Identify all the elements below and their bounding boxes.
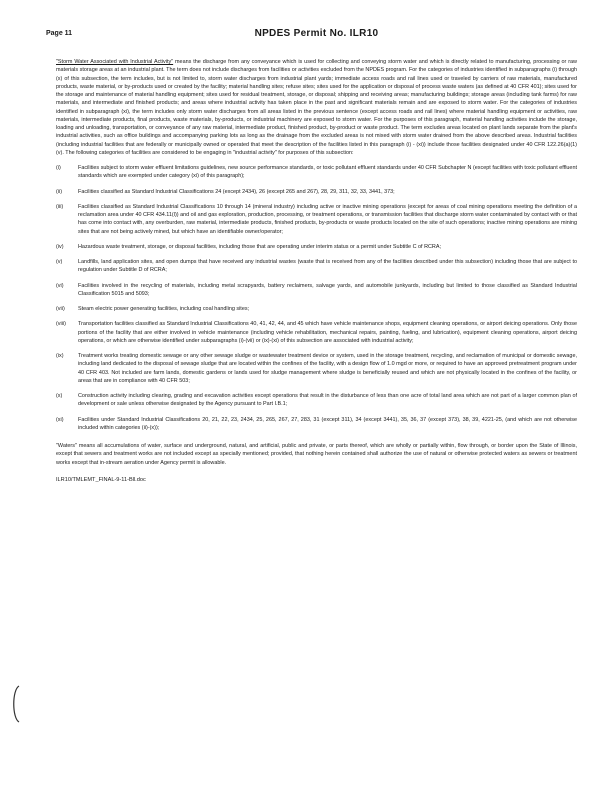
category-list <box>56 164 577 432</box>
list-item-text: Landfills, land application sites, and open dumps that have received any industrial wastes (waste that is received from any of the facilities described under this subsection) including those that are subject to regulation under Subtitle D of RCRA; <box>78 259 577 274</box>
list-item <box>56 258 577 275</box>
list-item-number: (ii) <box>56 188 63 195</box>
definition-paragraph <box>56 58 577 157</box>
list-item-number: (x) <box>56 393 63 399</box>
list-item-number: (vii) <box>56 306 65 312</box>
list-item <box>56 188 577 196</box>
document-file-code: ILR10/TMLEMT_FINAL-9-11-Bll.doc <box>56 476 146 483</box>
list-item <box>56 320 577 345</box>
list-item-text: Facilities under Standard Industrial Classifications 20, 21, 22, 23, 2434, 25, 265, 267, 27, 283, 31 (except 311), 34 (except 3441), 35, 36, 37 (except 373), 38, 39, 4221-25, (and which are not otherwise included within categories (ii)-(x)); <box>78 416 577 431</box>
list-item <box>56 282 577 299</box>
list-item <box>56 243 577 251</box>
list-item-number: (ix) <box>56 353 64 359</box>
page-header <box>46 28 577 44</box>
definition-text: means the discharge from any conveyance which is used for collecting and conveying storm water and which is directly related to manufacturing, processing or raw materials storage areas at an industrial plant. The term does not include discharges from facilities or activities excluded from the NPDES program. For the categories of industries identified in subparagraphs (i) through (x) of this subsection, the term includes, but is not limited to, storm water discharges from industrial plant yards; immediate access roads and rail lines used or traveled by carriers of raw materials, manufactured products, waste material, or by-products used or created by the facility; material handling sites; refuse sites; sites used for the application or disposal of process waste waters (as defined at 40 CFR 401); sites used for the storage and maintenance of material handling equipment; sites used for residual treatment, storage, or disposal; shipping and receiving areas; manufacturing buildings; storage areas (including tank farms) for raw materials, and intermediate and finished products; and areas where industrial activity has taken place in the past and significant materials remain and are exposed to storm water. For the categories of industries identified in subparagraph (xi), the term includes only storm water discharges from all areas listed in the previous sentence (except access roads and rail lines) where material handling equipment or activities, raw materials, intermediate products, final products, waste materials, by-products, or industrial machinery are exposed to storm water. For the purposes of this paragraph, material handling activities include the storage, loading and unloading, transportation, or conveyance of any raw material, intermediate product, finished product, by-product or waste product. The term excludes areas located on plant lands separate from the plant's industrial activities, such as office buildings and accompanying parking lots as long as the drainage from the excluded areas is not mixed with storm water drained from the above described areas. Industrial facilities (including industrial facilities that are federally or municipally owned or operated that meet the description of the facilities listed in this paragraph (i) - (xi)) include those facilities designated under 40 CFR 122.26(a)(1)(v). The following categories of facilities are considered to be engaging in "industrial activity" for purposes of this subsection: <box>56 59 577 156</box>
list-item-text: Facilities subject to storm water effluent limitations guidelines, new source performance standards, or toxic pollutant effluent standards under 40 CFR Subchapter N (except facilities with toxic pollutant effluent standards which are exempted under category (xi) of this paragraph); <box>78 165 577 180</box>
list-item-text: Facilities classified as Standard Industrial Classifications 10 through 14 (mineral industry) including active or inactive mining operations (except for areas of coal mining operations meeting the definition of a reclamation area under 40 CFR 434.11(l)) and oil and gas exploration, production, processing, or treatment operations, or transmission facilities that discharge storm water contaminated by contact with or that has come into contact with, any overburden, raw material, intermediate products, finished products, by-products or waste products located on the site of such operations; inactive mining operations are mining sites that are not being actively mined, but which have an identifiable owner/operator; <box>78 203 577 235</box>
list-item-number: (iv) <box>56 243 64 250</box>
definition-term: "Storm Water Associated with Industrial Activity" <box>56 59 174 65</box>
list-item <box>56 203 577 236</box>
list-item <box>56 164 577 181</box>
list-item-number: (vi) <box>56 282 64 289</box>
list-item-text: Steam electric power generating facilities, including coal handling sites; <box>78 306 250 312</box>
list-item-text: Transportation facilities classified as Standard Industrial Classifications 40, 41, 42, 44, and 45 which have vehicle maintenance shops, equipment cleaning operations, or airport deicing operations. Only those portions of the facility that are either involved in vehicle maintenance (including vehicle rehabilitation, mechanical repairs, painting, fueling, and lubrication), equipment cleaning operations, airport deicing operations, or which are otherwise identified under subparagraphs (i)-(vii) or (ix)-(xi) of this subsection are associated with industrial activity; <box>78 321 577 344</box>
page-title: NPDES Permit No. ILR10 <box>254 28 379 39</box>
list-item <box>56 392 577 409</box>
list-item-number: (xi) <box>56 416 64 423</box>
list-item-number: (iii) <box>56 203 64 210</box>
page-number: Page 11 <box>46 30 73 37</box>
list-item-text: Treatment works treating domestic sewage or any other sewage sludge or wastewater treatment device or system, used in the storage treatment, recycling, and reclamation of municipal or domestic sewage, including land dedicated to the disposal of sewage sludge that are located within the confines of the facility, with a design flow of 1.0 mgd or more, or required to have an approved pretreatment program under 40 CFR 403. Not included are farm lands, domestic gardens or lands used for sludge management where sludge is beneficially reused and which are not physically located in the confines of the facility, or areas that are in compliance with 40 CFR 503; <box>78 353 577 384</box>
list-item <box>56 416 577 433</box>
list-item-text: Facilities involved in the recycling of materials, including metal scrapyards, battery reclaimers, salvage yards, and automobile junkyards, including but limited to those classified as Standard Industrial Classification 5015 and 5093; <box>78 282 577 297</box>
list-item-text: Construction activity including clearing, grading and excavation activities except operations that result in the disturbance of less than one acre of total land area which are not part of a larger common plan of development or sale unless otherwise designated by the Agency pursuant to Part I.B.1; <box>78 393 577 408</box>
list-item-number: (v) <box>56 259 63 265</box>
margin-bracket-mark <box>8 684 22 724</box>
list-item <box>56 352 577 385</box>
list-item-number: (viii) <box>56 321 66 328</box>
list-item-number: (i) <box>56 165 61 171</box>
list-item-text: Facilities classified as Standard Industrial Classifications 24 (except 2434), 26 (except 265 and 267), 28, 29, 311, 32, 33, 3441, 373; <box>78 188 395 195</box>
list-item-text: Hazardous waste treatment, storage, or disposal facilities, including those that are operating under interim status or a permit under Subtitle C of RCRA; <box>78 243 441 250</box>
list-item <box>56 305 577 313</box>
waters-definition: "Waters" means all accumulations of water, surface and underground, natural, and artificial, public and private, or parts thereof, which are wholly or partially within, flow through, or border upon the State of Illinois, except that sewers and treatment works are not included except as specially mentioned; provided, that nothing herein contained shall authorize the use of natural or otherwise protected waters as sewers or treatment works except that in-stream aeration under Agency permit is allowable. <box>56 443 577 466</box>
